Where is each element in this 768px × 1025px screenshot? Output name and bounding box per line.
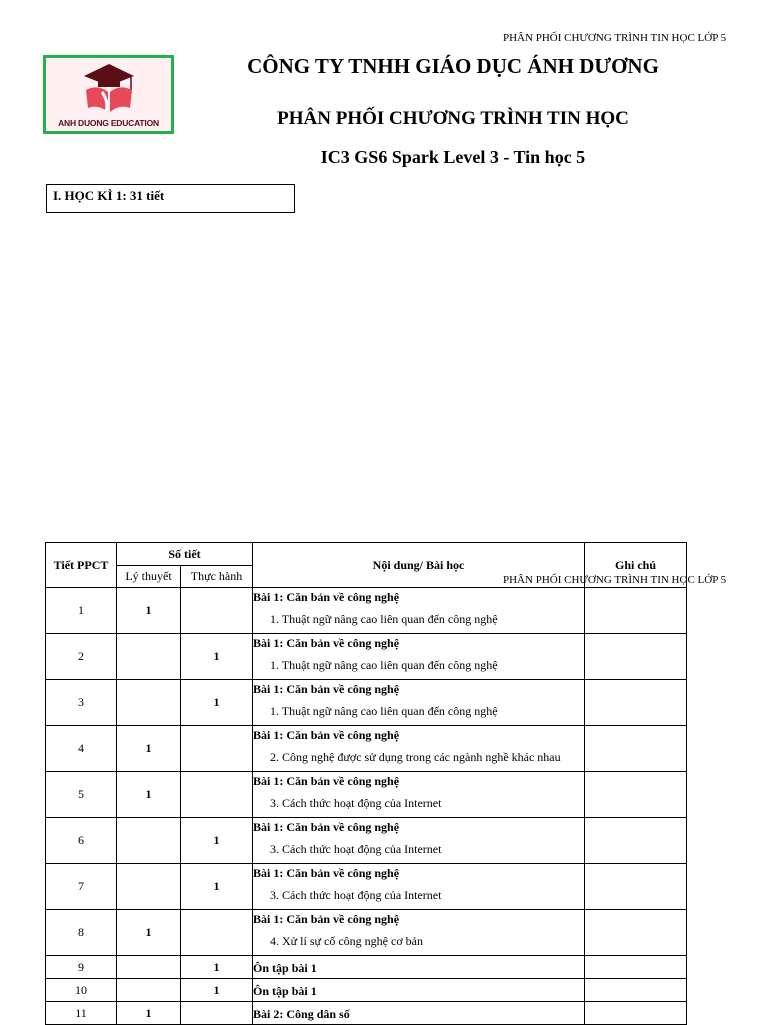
semester-heading: I. HỌC KÌ 1: 31 tiết [46,184,295,213]
period-cell: 11 [46,1002,117,1025]
lesson-item: 3. Cách thức hoạt động của Internet [270,888,442,902]
period-cell: 3 [46,680,117,726]
theory-cell: 1 [117,1002,181,1025]
theory-cell [117,818,181,864]
note-cell [585,910,687,956]
table-row [46,772,687,818]
period-cell: 6 [46,818,117,864]
table-row [46,726,687,772]
content-cell [253,818,585,864]
theory-cell [117,979,181,1002]
header-theory: Lý thuyết [117,566,181,588]
content-cell [253,680,585,726]
note-cell [585,588,687,634]
note-cell [585,680,687,726]
curriculum-body [46,588,687,1025]
header-practice: Thực hành [181,566,253,588]
program-title: PHÂN PHỐI CHƯƠNG TRÌNH TIN HỌC [277,108,629,129]
practice-cell: 1 [181,864,253,910]
practice-cell: 1 [181,979,253,1002]
lesson-title: Bài 1: Căn bản về công nghệ [253,912,400,926]
lesson-item: 1. Thuật ngữ nâng cao liên quan đến công nghệ [270,658,498,672]
course-subtitle: IC3 GS6 Spark Level 3 - Tin học 5 [320,147,586,167]
period-cell: 9 [46,956,117,979]
content-cell [253,864,585,910]
practice-cell: 1 [181,956,253,979]
table-row [46,634,687,680]
header-count: Số tiết [117,543,253,566]
period-cell: 4 [46,726,117,772]
period-cell: 8 [46,910,117,956]
table-row [46,864,687,910]
header-content: Nội dung/ Bài học [253,543,585,588]
content-cell [253,1002,585,1025]
period-cell: 7 [46,864,117,910]
theory-cell [117,864,181,910]
lesson-title: Bài 1: Căn bản về công nghệ [253,682,400,696]
note-cell [585,864,687,910]
lesson-title: Ôn tập bài 1 [253,960,317,975]
table-row [46,818,687,864]
lesson-title: Bài 1: Căn bản về công nghệ [253,866,400,880]
lesson-title: Bài 1: Căn bản về công nghệ [253,774,400,788]
practice-cell [181,588,253,634]
period-cell: 2 [46,634,117,680]
lesson-title: Bài 1: Căn bản về công nghệ [253,636,400,650]
note-cell [585,979,687,1002]
content-cell [253,634,585,680]
lesson-title: Bài 1: Căn bản về công nghệ [253,728,400,742]
lesson-title: Bài 1: Căn bản về công nghệ [253,590,400,604]
note-cell [585,726,687,772]
table-row [46,680,687,726]
theory-cell: 1 [117,910,181,956]
lesson-item: 4. Xử lí sự cố công nghệ cơ bản [270,934,424,948]
practice-cell [181,726,253,772]
content-cell [253,588,585,634]
lesson-title: Bài 1: Căn bản về công nghệ [253,820,400,834]
company-name: CÔNG TY TNHH GIÁO DỤC ÁNH DƯƠNG [247,54,659,78]
note-cell [585,1002,687,1025]
table-row [46,1002,687,1025]
period-cell: 5 [46,772,117,818]
logo-text: ANH DUONG EDUCATION [58,118,159,128]
content-cell [253,956,585,979]
theory-cell: 1 [117,772,181,818]
header-note-repeat: PHÂN PHỐI CHƯƠNG TRÌNH TIN HỌC LỚP 5 [503,574,727,586]
theory-cell: 1 [117,726,181,772]
practice-cell: 1 [181,680,253,726]
practice-cell [181,772,253,818]
header-period: Tiết PPCT [46,543,117,588]
lesson-item: 1. Thuật ngữ nâng cao liên quan đến công nghệ [270,612,498,626]
theory-cell [117,680,181,726]
note-cell [585,956,687,979]
header-note: Ghi chú [585,543,687,588]
lesson-item: 1. Thuật ngữ nâng cao liên quan đến công nghệ [270,704,498,718]
note-cell [585,772,687,818]
table-row [46,910,687,956]
content-cell [253,726,585,772]
theory-cell [117,634,181,680]
content-cell [253,772,585,818]
lesson-title: Bài 2: Công dân số [253,1006,350,1021]
content-cell [253,910,585,956]
lesson-item: 3. Cách thức hoạt động của Internet [270,842,442,856]
table-row [46,956,687,979]
lesson-item: 2. Công nghệ được sử dụng trong các ngành nghề khác nhau [270,750,561,764]
table-row [46,588,687,634]
lesson-item: 3. Cách thức hoạt động của Internet [270,796,442,810]
header-note: PHÂN PHỐI CHƯƠNG TRÌNH TIN HỌC LỚP 5 [503,32,727,44]
practice-cell: 1 [181,634,253,680]
theory-cell: 1 [117,588,181,634]
practice-cell: 1 [181,818,253,864]
theory-cell [117,956,181,979]
practice-cell [181,910,253,956]
practice-cell [181,1002,253,1025]
content-cell [253,979,585,1002]
note-cell [585,818,687,864]
period-cell: 1 [46,588,117,634]
table-row [46,979,687,1002]
lesson-title: Ôn tập bài 1 [253,983,317,998]
note-cell [585,634,687,680]
period-cell: 10 [46,979,117,1002]
curriculum-table [45,542,687,1025]
